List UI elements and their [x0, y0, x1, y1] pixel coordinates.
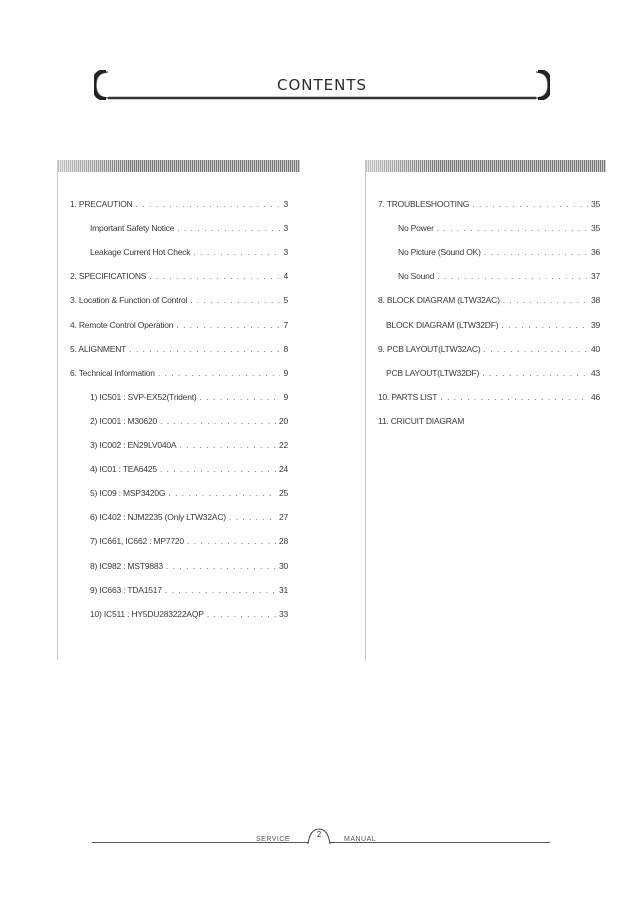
column-header-bar — [58, 160, 300, 172]
toc-leader-dots — [207, 609, 276, 619]
toc-leader-dots — [229, 512, 276, 522]
toc-entry — [70, 368, 288, 378]
toc-left-column — [57, 160, 300, 660]
toc-entry — [90, 223, 288, 233]
toc-entry — [90, 416, 288, 426]
toc-entry-label: 3. Location & Function of Control — [70, 295, 188, 306]
toc-leader-dots — [503, 295, 588, 305]
toc-entry-page: 3 — [283, 223, 288, 234]
toc-entry-label: 10. PARTS LIST — [378, 391, 438, 402]
toc-entry-page: 37 — [590, 271, 600, 282]
toc-leader-dots — [437, 223, 588, 233]
toc-entry — [386, 368, 600, 378]
toc-leader-dots — [179, 440, 276, 450]
toc-entry-label: 4. Remote Control Operation — [70, 319, 174, 330]
toc-entry-page: 36 — [590, 247, 600, 258]
contents-banner — [94, 70, 550, 100]
toc-entry — [90, 512, 288, 522]
toc-leader-dots — [193, 247, 280, 257]
toc-entry-page: 20 — [278, 415, 288, 426]
toc-entry-label: No Power — [398, 223, 434, 234]
toc-entry — [90, 440, 288, 450]
toc-leader-dots — [437, 271, 588, 281]
toc-entry-page: 5 — [283, 295, 288, 306]
toc-leader-dots — [176, 320, 280, 330]
toc-leader-dots — [482, 368, 588, 378]
toc-entry-page: 4 — [283, 271, 288, 282]
toc-entry — [398, 223, 600, 233]
toc-entry-label: 11. CRICUIT DIAGRAM — [378, 415, 465, 426]
toc-entry-label: 10) IC511 : HY5DU283222AQP — [90, 608, 204, 619]
toc-entry — [90, 536, 288, 546]
toc-entry — [90, 464, 288, 474]
toc-entry-page: 9 — [283, 391, 288, 402]
toc-entry — [90, 561, 288, 571]
toc-leader-dots — [501, 320, 588, 330]
toc-entry-page: 39 — [590, 319, 600, 330]
toc-entry — [90, 609, 288, 619]
toc-entry-label: 2. SPECIFICATIONS — [70, 271, 147, 282]
toc-entry-label: PCB LAYOUT(LTW32DF) — [386, 367, 480, 378]
toc-leader-dots — [440, 392, 588, 402]
toc-entry-label: 2) IC001 : M30620 — [90, 415, 158, 426]
toc-leader-dots — [129, 344, 280, 354]
toc-entry — [90, 392, 288, 402]
toc-leader-dots — [149, 271, 280, 281]
toc-entry-label: 6. Technical Information — [70, 367, 155, 378]
toc-entry — [90, 488, 288, 498]
toc-entry-page: 35 — [590, 223, 600, 234]
toc-entry — [378, 295, 600, 305]
toc-leader-dots — [200, 392, 281, 402]
toc-entry-page: 25 — [278, 488, 288, 499]
toc-entry-label: 1) IC501 : SVP-EX52(Trident) — [90, 391, 197, 402]
toc-entry-label: Important Safety Notice — [90, 223, 175, 234]
toc-entry-page: 22 — [278, 440, 288, 450]
footer-manual-label: MANUAL — [344, 836, 377, 843]
footer-page-badge — [307, 828, 331, 845]
toc-leader-dots — [484, 247, 588, 257]
toc-leader-dots — [165, 585, 276, 595]
toc-entry-page: 40 — [590, 343, 600, 354]
toc-entry-label: 9. PCB LAYOUT(LTW32AC) — [378, 343, 481, 354]
toc-leader-dots — [168, 488, 276, 498]
toc-leader-dots — [136, 199, 281, 209]
toc-entry-page: 33 — [278, 608, 288, 619]
toc-entry-page: 43 — [590, 367, 600, 378]
toc-entry-label: 5) IC09 : MSP3420G — [90, 488, 166, 499]
toc-entry — [70, 320, 288, 330]
toc-entry-label: 7) IC661, IC662 : MP7720 — [90, 536, 184, 547]
toc-entry — [378, 344, 600, 354]
toc-leader-dots — [190, 295, 280, 305]
page-title: CONTENTS — [276, 76, 368, 94]
toc-entry — [70, 295, 288, 305]
toc-entry — [378, 199, 600, 209]
toc-entry-page: 31 — [278, 584, 288, 595]
toc-entry — [386, 320, 600, 330]
toc-entry-label: No Sound — [398, 271, 435, 282]
toc-entry-page: 7 — [283, 319, 288, 330]
toc-entry — [378, 392, 600, 402]
toc-entry — [70, 344, 288, 354]
toc-entry-label: 9) IC663 : TDA1517 — [90, 584, 162, 595]
toc-leader-dots — [160, 416, 276, 426]
toc-entry-label: 6) IC402 : NJM2235 (Only LTW32AC) — [90, 512, 226, 523]
toc-entry-page: 3 — [283, 247, 288, 258]
footer-service-label: SERVICE — [256, 836, 291, 843]
toc-entry-page: 35 — [590, 199, 600, 209]
toc-entry-label: 5. ALIGNMENT — [70, 343, 127, 354]
toc-entry-page: 46 — [590, 391, 600, 402]
toc-entry-page: 3 — [283, 199, 288, 209]
toc-leader-dots — [166, 561, 276, 571]
toc-right-column — [365, 160, 606, 660]
toc-entry-page: 24 — [278, 464, 288, 475]
footer-page-number: 2 — [316, 830, 322, 839]
toc-leader-dots — [472, 199, 588, 209]
toc-entry-label: Leakage Current Hot Check — [90, 247, 191, 258]
toc-entry — [378, 416, 600, 426]
toc-entry-label: 1. PRECAUTION — [70, 199, 133, 209]
toc-leader-dots — [177, 223, 280, 233]
toc-entry-page: 9 — [283, 367, 288, 378]
toc-entry-label: 4) IC01 : TEA6425 — [90, 464, 157, 475]
column-header-bar — [366, 160, 606, 172]
toc-entry — [70, 271, 288, 281]
toc-entry-page: 8 — [283, 343, 288, 354]
toc-entry-page: 28 — [278, 536, 288, 547]
toc-entry-page: 38 — [590, 295, 600, 306]
toc-entry-label: 3) IC002 : EN29LV040A — [90, 440, 177, 450]
toc-leader-dots — [187, 536, 276, 546]
toc-entry-page: 30 — [278, 560, 288, 571]
toc-leader-dots — [484, 344, 588, 354]
toc-entry — [90, 585, 288, 595]
toc-entry-label: 7. TROUBLESHOOTING — [378, 199, 470, 209]
toc-entry — [398, 271, 600, 281]
toc-entry-page: 27 — [278, 512, 288, 523]
toc-entry-label: No Picture (Sound OK) — [398, 247, 481, 258]
toc-entry-label: 8) IC982 : MST9883 — [90, 560, 163, 571]
toc-leader-dots — [158, 368, 281, 378]
toc-entry-label: BLOCK DIAGRAM (LTW32DF) — [386, 319, 499, 330]
toc-entry — [70, 199, 288, 209]
toc-leader-dots — [160, 464, 276, 474]
toc-entry-label: 8. BLOCK DIAGRAM (LTW32AC) — [378, 295, 500, 306]
toc-entry — [90, 247, 288, 257]
toc-entry — [398, 247, 600, 257]
